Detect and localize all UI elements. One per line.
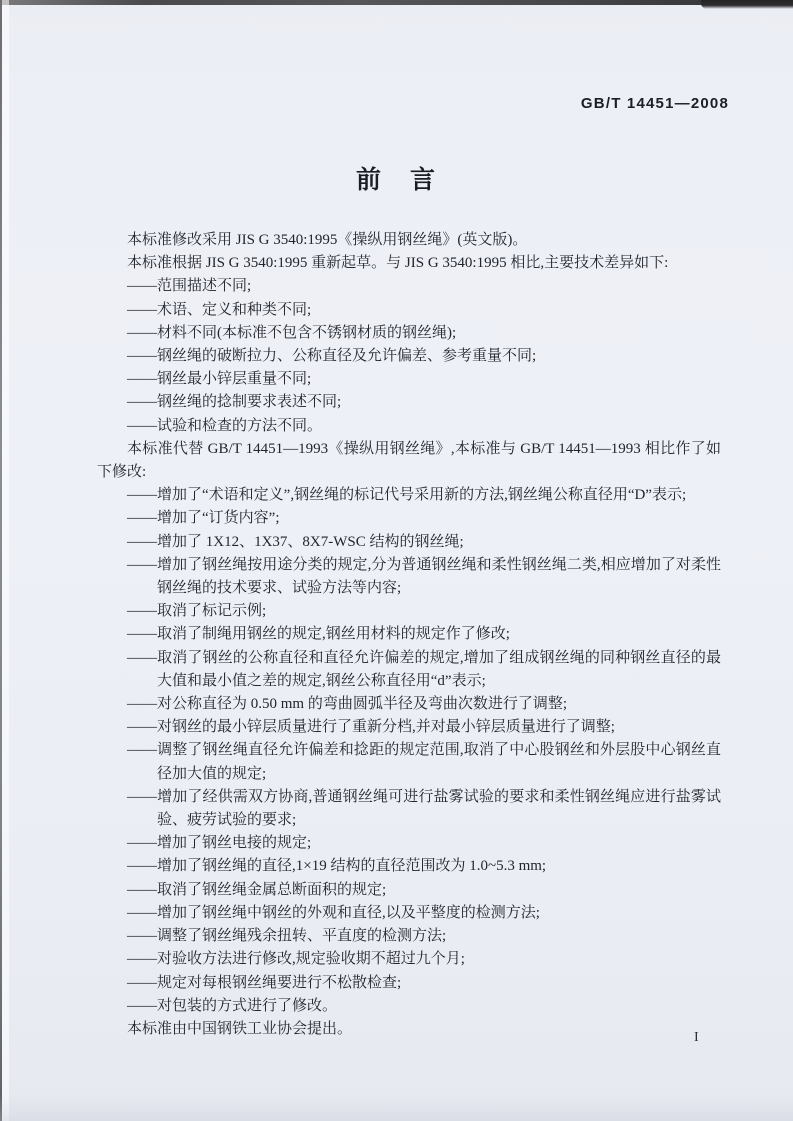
- foreword-item: ——调整了钢丝绳直径允许偏差和捻距的规定范围,取消了中心股钢丝和外层股中心钢丝直径加大值的规定;: [127, 742, 721, 782]
- foreword-item: ——取消了钢丝绳金属总断面积的规定;: [127, 881, 387, 898]
- foreword-item: ——术语、定义和种类不同;: [127, 301, 312, 318]
- standard-code: GB/T 14451—2008: [580, 95, 729, 112]
- scanner-top-edge: [0, 0, 793, 5]
- scanner-bottom-shade: [0, 1095, 793, 1121]
- foreword-item: ——增加了“订货内容”;: [127, 510, 280, 527]
- foreword-item: ——钢丝绳的捻制要求表述不同;: [127, 394, 342, 411]
- foreword-item: ——钢丝最小锌层重量不同;: [127, 371, 312, 388]
- foreword-item: ——取消了制绳用钢丝的规定,钢丝用材料的规定作了修改;: [127, 626, 510, 643]
- foreword-item: ——增加了钢丝绳中钢丝的外观和直径,以及平整度的检测方法;: [127, 904, 540, 921]
- foreword-item: ——取消了标记示例;: [127, 603, 267, 620]
- foreword-paragraph: 本标准根据 JIS G 3540:1995 重新起草。与 JIS G 3540:1995 相比,主要技术差异如下:: [127, 255, 669, 272]
- foreword-item: ——规定对每根钢丝绳要进行不松散检查;: [127, 974, 402, 991]
- foreword-item: ——对验收方法进行修改,规定验收期不超过九个月;: [127, 951, 465, 968]
- foreword-item: ——试验和检查的方法不同。: [127, 417, 323, 434]
- foreword-item: ——调整了钢丝绳残余扭转、平直度的检测方法;: [127, 928, 447, 945]
- foreword-item: ——增加了经供需双方协商,普通钢丝绳可进行盐雾试验的要求和柔性钢丝绳应进行盐雾试验、疲劳试验的要求;: [127, 788, 721, 829]
- foreword-item: ——取消了钢丝的公称直径和直径允许偏差的规定,增加了组成钢丝绳的同种钢丝直径的最大值和最小值之差的规定,钢丝公称直径用“d”表示;: [127, 649, 721, 689]
- foreword-item: ——对包装的方式进行了修改。: [127, 997, 338, 1014]
- foreword-item: ——材料不同(本标准不包含不锈钢材质的钢丝绳);: [127, 324, 457, 341]
- foreword-paragraph: 本标准由中国钢铁工业协会提出。: [127, 1020, 353, 1037]
- page-number: I: [694, 1030, 700, 1045]
- foreword-item: ——钢丝绳的破断拉力、公称直径及允许偏差、参考重量不同;: [127, 348, 537, 365]
- foreword-item: ——增加了钢丝绳按用途分类的规定,分为普通钢丝绳和柔性钢丝绳二类,相应增加了对柔性钢丝绳的技术要求、试验方法等内容;: [127, 556, 721, 597]
- foreword-paragraph: 本标准修改采用 JIS G 3540:1995《操纵用钢丝绳》(英文版)。: [127, 232, 528, 248]
- foreword-paragraph: 本标准代替 GB/T 14451—1993《操纵用钢丝绳》,本标准与 GB/T 14451—1993 相比作了如下修改:: [97, 440, 721, 481]
- foreword-item: ——增加了钢丝电接的规定;: [127, 835, 312, 852]
- page-title: 前 言: [355, 167, 437, 194]
- foreword-item: ——增加了 1X12、1X37、8X7-WSC 结构的钢丝绳;: [127, 533, 464, 550]
- scanner-top-right-edge: [701, 0, 793, 9]
- foreword-body: [97, 229, 721, 1041]
- foreword-item: ——增加了“术语和定义”,钢丝绳的标记代号采用新的方法,钢丝绳公称直径用“D”表示;: [127, 487, 687, 504]
- foreword-item: ——范围描述不同;: [127, 278, 252, 295]
- foreword-item: ——对公称直径为 0.50 mm 的弯曲圆弧半径及弯曲次数进行了调整;: [127, 696, 568, 713]
- foreword-item: ——增加了钢丝绳的直径,1×19 结构的直径范围改为 1.0~5.3 mm;: [127, 858, 547, 875]
- foreword-item: ——对钢丝的最小锌层质量进行了重新分档,并对最小锌层质量进行了调整;: [127, 719, 615, 736]
